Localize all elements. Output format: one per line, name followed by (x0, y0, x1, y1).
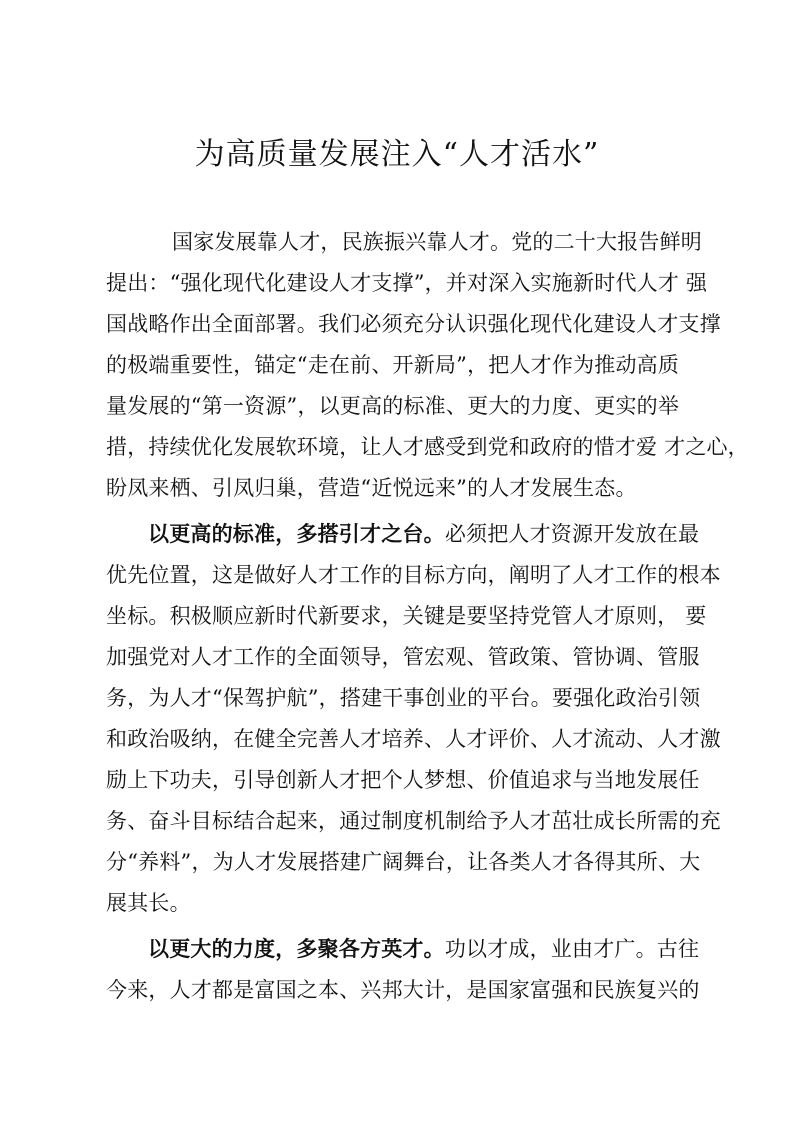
text-line: 措，持续优化发展软环境，让人才感受到党和政府的惜才爱 才之心， (106, 435, 749, 459)
text-line: 分“养料”，为人才发展搭建广阔舞台，让各类人才各得其所、大 (106, 850, 701, 874)
text-run: 功以才成，业由才广。古往 (444, 937, 700, 961)
text-line: 的极端重要性，锚定“走在前、开新局”，把人才作为推动高质 (106, 353, 680, 377)
text-line: 加强党对人才工作的全面领导，管宏观、管政策、管协调、管服 (106, 645, 700, 669)
text-line: 展其长。 (106, 891, 191, 915)
document-title: 为高质量发展注入“人才活水” (194, 137, 600, 172)
paragraph-lead: 以更高的标准，多搭引才之台。 (148, 522, 445, 546)
text-line (106, 514, 706, 555)
document-body (106, 222, 749, 1016)
paragraph-3 (106, 929, 706, 1011)
text-run: 必须把人才资源开发放在最 (444, 522, 700, 546)
text-line: 励上下功夫，引导创新人才把个人梦想、价值追求与当地发展任 (106, 768, 700, 792)
text-line: 国战略作出全面部署。我们必须充分认识强化现代化建设人才支撑 (106, 312, 721, 336)
text-line: 盼凤来栖、引凤归巢，营造“近悦远来”的人才发展生态。 (106, 476, 637, 500)
text-line: 务、奋斗目标结合起来，通过制度机制给予人才茁壮成长所需的充 (106, 809, 721, 833)
text-line (106, 929, 706, 970)
text-line: 和政治吸纳，在健全完善人才培养、人才评价、人才流动、人才激 (106, 727, 721, 751)
text-line: 务，为人才“保驾护航”，搭建干事创业的平台。要强化政治引领 (106, 686, 701, 710)
text-line: 坐标。积极顺应新时代新要求，关键是要坚持党管人才原则， 要 (106, 604, 707, 628)
paragraph-2 (106, 514, 721, 924)
paragraph-1 (106, 222, 749, 509)
text-line: 优先位置，这是做好人才工作的目标方向，阐明了人才工作的根本 (106, 563, 721, 587)
text-line: 今来，人才都是富国之本、兴邦大计，是国家富强和民族复兴的 (106, 978, 700, 1002)
text-line: 量发展的“第一资源”，以更高的标准、更大的力度、更实的举 (106, 394, 680, 418)
text-line: 国家发展靠人才，民族振兴靠人才。党的二十大报告鲜明 (172, 230, 702, 254)
text-line: 提出：“强化现代化建设人才支撑”，并对深入实施新时代人才 强 (106, 271, 708, 295)
paragraph-lead: 以更大的力度，多聚各方英才。 (148, 937, 445, 961)
